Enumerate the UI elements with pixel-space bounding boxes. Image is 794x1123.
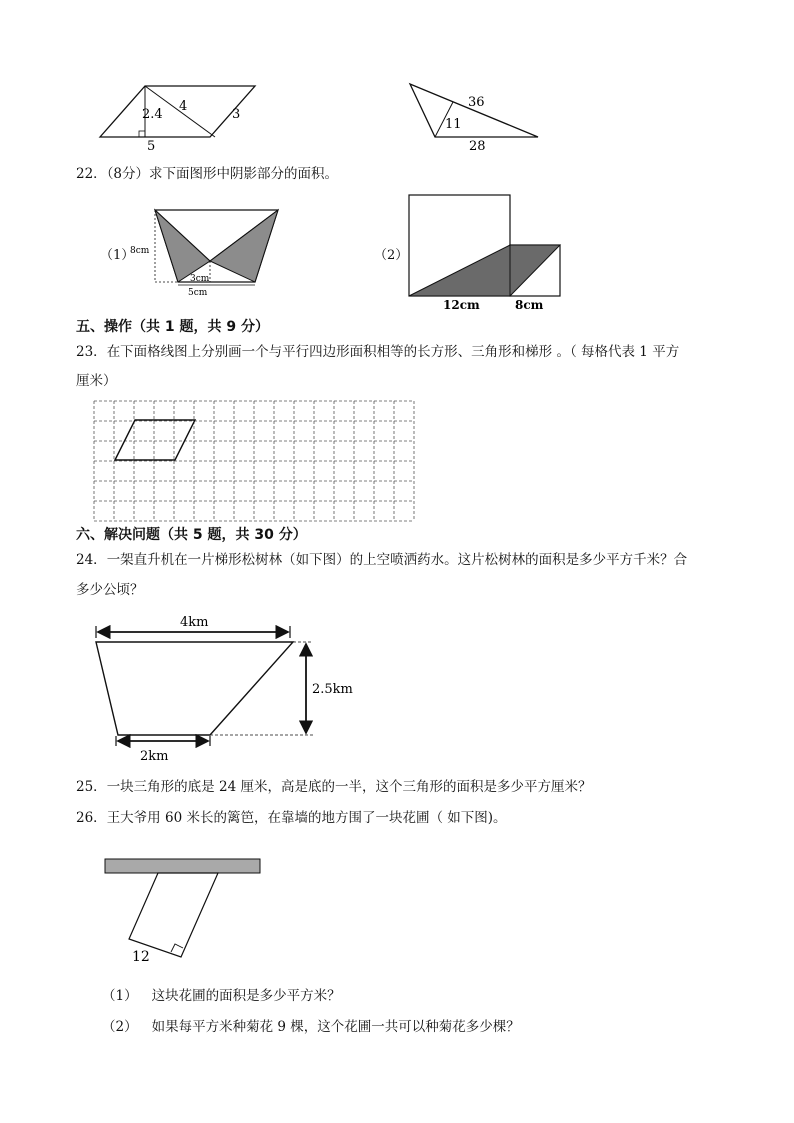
triangle-hyp-label: 36 [468, 95, 485, 110]
question-25 [76, 776, 591, 798]
question-23 [76, 341, 679, 363]
question-text: 王大爷用 60 米长的篱笆，在靠墙的地方围了一块花圃（ 如下图)。 [106, 810, 507, 826]
question-26-1 [102, 985, 341, 1007]
question-text: （8分）求下面图形中阴影部分的面积。 [106, 166, 339, 182]
sub-text: 如果每平方米种菊花 9 棵，这个花圃一共可以种菊花多少棵？ [151, 1019, 520, 1035]
question-number: 25． [76, 779, 107, 795]
question-26-2 [102, 1016, 520, 1038]
question-text-line1: 在下面格线图上分别画一个与平行四边形面积相等的长方形、三角形和梯形 。（ 每格代表 1 平方 [106, 344, 680, 360]
question-24 [76, 549, 687, 571]
question-22 [76, 163, 338, 185]
question-23-line2: 厘米） [76, 373, 117, 389]
question-text-line1: 一架直升机在一片梯形松树林（如下图）的上空喷洒药水。这片松树林的面积是多少平方千米？合 [106, 552, 688, 568]
fig22-2-right: 8cm [515, 298, 544, 312]
section-5-title: 五、操作（共 1 题，共 9 分） [76, 319, 269, 335]
triangle-height-label: 11 [445, 117, 462, 132]
fig22-1-label: （1） [100, 248, 135, 263]
shaded-figure-2 [405, 192, 565, 314]
parallelogram-figure [95, 80, 265, 152]
section-6-title: 六、解决问题（共 5 题，共 30 分） [76, 527, 307, 543]
trapezoid-top-label: 4km [180, 615, 209, 630]
question-text: 一块三角形的底是 24 厘米，高是底的一半，这个三角形的面积是多少平方厘米？ [106, 779, 592, 795]
wall [105, 859, 260, 873]
drawing-grid[interactable] [93, 400, 415, 522]
trapezoid-figure [88, 612, 373, 770]
question-24-line2: 多少公顷？ [76, 582, 144, 598]
question-number: 24． [76, 552, 107, 568]
parallelogram-base-label: 5 [147, 139, 156, 152]
sub-text: 这块花圃的面积是多少平方米？ [151, 988, 341, 1004]
triangle-figure [405, 80, 545, 152]
question-number: 22． [76, 166, 107, 182]
fig22-2-left: 12cm [443, 298, 480, 312]
shaded-figure-1 [128, 205, 288, 297]
parallelogram-height-label: 2.4 [142, 107, 163, 122]
garden-side-label: 12 [132, 949, 150, 965]
parallelogram-side-label: 3 [232, 107, 241, 122]
question-number: 23． [76, 344, 107, 360]
sub-number: （2） [102, 1019, 138, 1035]
trapezoid-bottom-label: 2km [140, 749, 169, 764]
garden-figure [100, 855, 265, 965]
trapezoid-height-label: 2.5km [312, 682, 353, 697]
grid-parallelogram [115, 420, 195, 460]
fig22-2-label: （2） [374, 248, 409, 263]
fig22-1-inner: 3cm [190, 274, 210, 284]
fig22-1-height: 8cm [130, 246, 150, 256]
question-number: 26． [76, 810, 107, 826]
fig22-1-base: 5cm [188, 288, 208, 297]
parallelogram-diag-label: 4 [179, 99, 188, 114]
question-26 [76, 807, 507, 829]
triangle-base-label: 28 [469, 139, 486, 152]
sub-number: （1） [102, 988, 138, 1004]
